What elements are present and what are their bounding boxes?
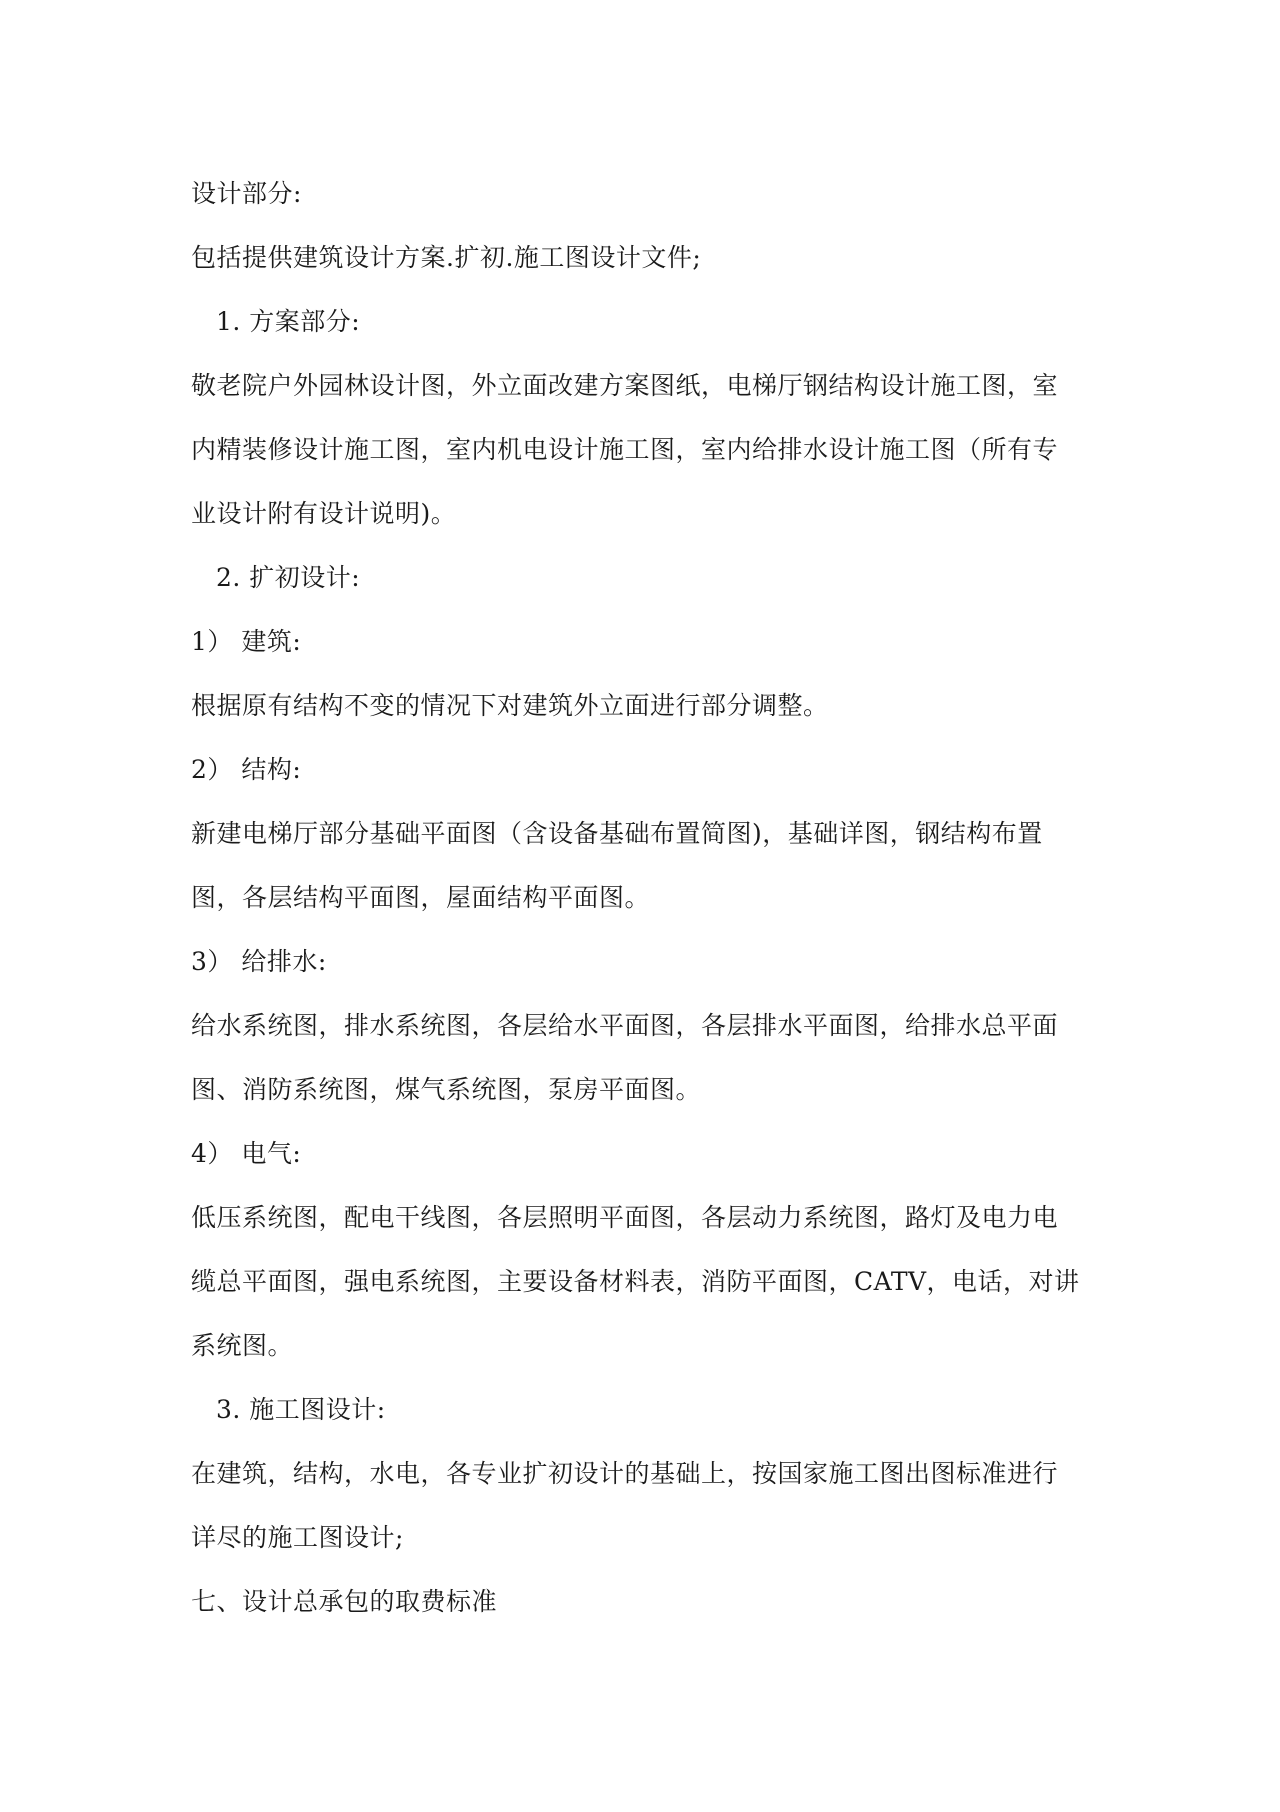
numbered-heading-preliminary: 2. 扩初设计:	[216, 563, 361, 592]
paragraph-scheme-line-3: 业设计附有设计说明)。	[191, 499, 457, 528]
numbered-heading-construction: 3. 施工图设计:	[216, 1395, 386, 1424]
subheading-electrical: 4） 电气:	[191, 1139, 302, 1168]
paragraph-scope: 包括提供建筑设计方案.扩初.施工图设计文件;	[191, 243, 702, 272]
paragraph-electrical-line-3: 系统图。	[191, 1331, 294, 1360]
paragraph-construction-line-1: 在建筑，结构，水电，各专业扩初设计的基础上，按国家施工图出图标准进行	[191, 1459, 1059, 1488]
subheading-structure: 2） 结构:	[191, 755, 302, 784]
paragraph-plumbing-line-2: 图、消防系统图，煤气系统图，泵房平面图。	[191, 1075, 702, 1104]
subheading-plumbing: 3） 给排水:	[191, 947, 327, 976]
paragraph-electrical-line-1: 低压系统图，配电干线图，各层照明平面图，各层动力系统图，路灯及电力电	[191, 1203, 1059, 1232]
paragraph-structure-line-1: 新建电梯厅部分基础平面图（含设备基础布置简图)，基础详图，钢结构布置	[191, 819, 1043, 848]
paragraph-scheme-line-1: 敬老院户外园林设计图，外立面改建方案图纸，电梯厅钢结构设计施工图，室	[191, 371, 1059, 400]
section-heading-design: 设计部分:	[191, 179, 302, 208]
paragraph-scheme-line-2: 内精装修设计施工图，室内机电设计施工图，室内给排水设计施工图（所有专	[191, 435, 1059, 464]
document-body	[191, 162, 1091, 1634]
paragraph-plumbing-line-1: 给水系统图，排水系统图，各层给水平面图，各层排水平面图，给排水总平面	[191, 1011, 1059, 1040]
section-heading-fee-standard: 七、设计总承包的取费标准	[191, 1587, 498, 1616]
subheading-architecture: 1） 建筑:	[191, 627, 302, 656]
paragraph-construction-line-2: 详尽的施工图设计;	[191, 1523, 404, 1552]
paragraph-structure-line-2: 图，各层结构平面图，屋面结构平面图。	[191, 883, 651, 912]
paragraph-electrical-line-2: 缆总平面图，强电系统图，主要设备材料表，消防平面图，CATV，电话，对讲	[191, 1267, 1080, 1296]
numbered-heading-scheme: 1. 方案部分:	[216, 307, 361, 336]
paragraph-architecture: 根据原有结构不变的情况下对建筑外立面进行部分调整。	[191, 691, 829, 720]
